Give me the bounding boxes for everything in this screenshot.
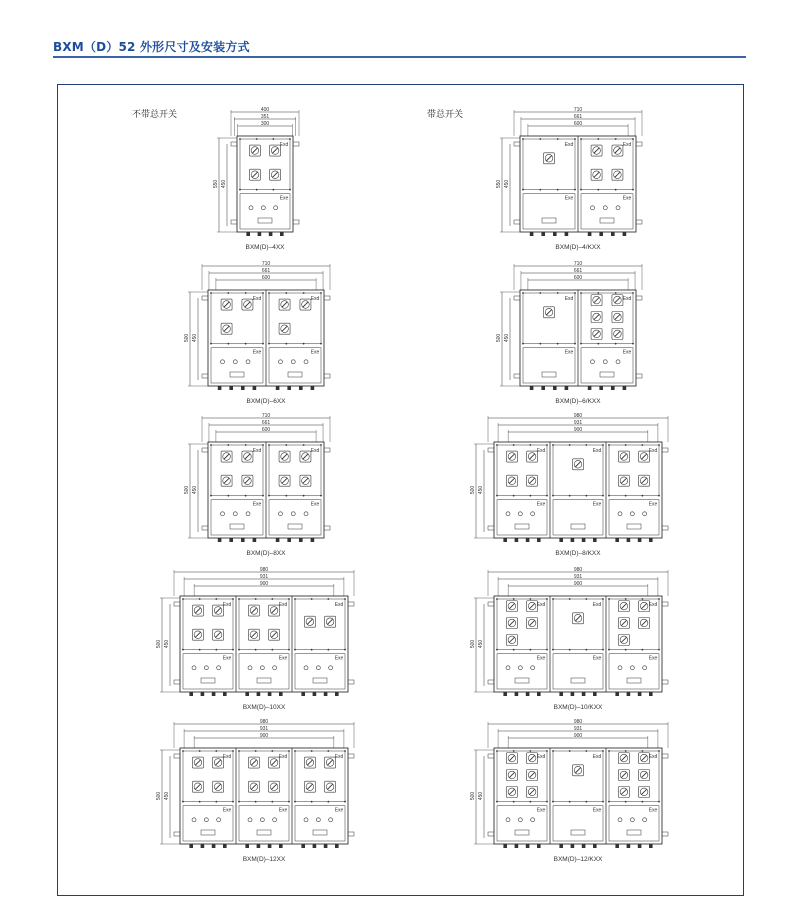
width-dimension-2 [508, 733, 648, 748]
cable-gland-icon [279, 844, 283, 848]
column-label-without-main-switch: 不带总开关 [132, 110, 178, 120]
cable-gland-icon [253, 538, 257, 542]
exd-marking: Exd [334, 754, 344, 760]
drawing-caption: BXM(D)–10XX [242, 704, 286, 711]
height-outer-label: 550 [213, 179, 219, 189]
cable-gland-icon [559, 844, 563, 848]
width-dimension-label: 980 [259, 718, 269, 725]
cable-gland-icon [287, 386, 291, 390]
exe-marking: Exe [564, 195, 574, 202]
cable-gland-icon [588, 386, 592, 390]
exd-marking: Exd [622, 142, 632, 148]
cable-gland-icon [311, 386, 315, 390]
exd-marking: Exd [648, 754, 658, 760]
cable-gland-icon [503, 844, 507, 848]
width-dimension-label: 931 [573, 725, 583, 732]
cable-gland-icon [229, 386, 233, 390]
height-outer-label: 500 [470, 485, 476, 495]
cable-gland-icon [311, 538, 315, 542]
exd-marking: Exd [252, 448, 262, 454]
width-dimension-label: 980 [259, 566, 269, 573]
exd-marking: Exd [310, 296, 320, 302]
cable-gland-icon [588, 232, 592, 236]
width-dimension-2 [194, 581, 334, 596]
cable-gland-icon [627, 538, 631, 542]
height-outer-label: 550 [496, 179, 502, 189]
cable-gland-icon [258, 232, 262, 236]
exd-marking: Exd [622, 296, 632, 302]
cable-gland-icon [313, 844, 317, 848]
width-dimension-label: 900 [259, 732, 269, 739]
width-dimension-2 [216, 275, 316, 290]
cable-gland-icon [515, 844, 519, 848]
cable-gland-icon [324, 692, 328, 696]
height-inner-label: 450 [478, 639, 484, 649]
cable-gland-icon [615, 692, 619, 696]
enclosure-outline [180, 748, 348, 844]
cable-gland-icon [611, 386, 615, 390]
cable-gland-icon [571, 844, 575, 848]
exe-marking: Exe [536, 501, 546, 508]
exd-marking: Exd [222, 602, 232, 608]
cable-gland-icon [611, 232, 615, 236]
cable-gland-icon [593, 692, 597, 696]
cable-gland-icon [530, 232, 534, 236]
exe-marking: Exe [278, 807, 288, 814]
height-outer-label: 500 [470, 791, 476, 801]
cable-gland-icon [599, 386, 603, 390]
cable-gland-icon [526, 844, 530, 848]
cable-gland-icon [526, 538, 530, 542]
drawing-caption: BXM(D)–8/KXX [555, 550, 601, 557]
width-dimension-label: 600 [261, 426, 271, 433]
exd-marking: Exd [592, 602, 602, 608]
cable-gland-icon [269, 232, 273, 236]
cable-gland-icon [599, 232, 603, 236]
cable-gland-icon [571, 538, 575, 542]
width-dimension-label: 351 [260, 113, 270, 120]
exe-marking: Exe [648, 501, 658, 508]
exe-marking: Exe [252, 349, 262, 356]
cable-gland-icon [245, 844, 249, 848]
cable-gland-icon [503, 538, 507, 542]
enclosure-outline [237, 136, 293, 232]
cable-gland-icon [313, 692, 317, 696]
exe-marking: Exe [536, 807, 546, 814]
exe-marking: Exe [536, 655, 546, 662]
drawing-caption: BXM(D)–6/KXX [555, 398, 601, 405]
width-dimension-label: 710 [573, 106, 583, 113]
cable-gland-icon [537, 692, 541, 696]
width-dimension-label: 980 [573, 718, 583, 725]
exd-marking: Exd [252, 296, 262, 302]
height-inner-label: 450 [478, 791, 484, 801]
width-dimension-label: 931 [259, 725, 269, 732]
height-outer-label: 500 [470, 639, 476, 649]
cable-gland-icon [301, 844, 305, 848]
cable-gland-icon [276, 538, 280, 542]
exd-marking: Exd [536, 754, 546, 760]
cable-gland-icon [253, 386, 257, 390]
exe-marking: Exe [222, 655, 232, 662]
width-dimension-label: 661 [573, 113, 583, 120]
cable-gland-icon [241, 538, 245, 542]
cable-gland-icon [638, 538, 642, 542]
drawing-caption: BXM(D)–12XX [242, 856, 286, 863]
exd-marking: Exd [278, 602, 288, 608]
cable-gland-icon [245, 692, 249, 696]
cable-gland-icon [189, 844, 193, 848]
width-dimension-label: 931 [573, 419, 583, 426]
cable-gland-icon [615, 844, 619, 848]
cable-gland-icon [627, 692, 631, 696]
height-inner-label: 450 [164, 791, 170, 801]
cable-gland-icon [559, 538, 563, 542]
cable-gland-icon [593, 844, 597, 848]
height-outer-label: 500 [184, 485, 190, 495]
height-inner-label: 450 [192, 485, 198, 495]
width-dimension-label: 710 [573, 260, 583, 267]
cable-gland-icon [212, 844, 216, 848]
width-dimension-label: 300 [260, 120, 270, 127]
exe-marking: Exe [622, 349, 632, 356]
cable-gland-icon [537, 538, 541, 542]
exd-marking: Exd [278, 754, 288, 760]
width-dimension-label: 980 [573, 566, 583, 573]
cable-gland-icon [276, 386, 280, 390]
exe-marking: Exe [334, 807, 344, 814]
width-dimension-label: 710 [261, 260, 271, 267]
cable-gland-icon [241, 386, 245, 390]
cable-gland-icon [324, 844, 328, 848]
width-dimension-label: 600 [573, 274, 583, 281]
cable-gland-icon [638, 692, 642, 696]
cable-gland-icon [223, 692, 227, 696]
cable-gland-icon [571, 692, 575, 696]
cable-gland-icon [223, 844, 227, 848]
width-dimension-label: 900 [259, 580, 269, 587]
height-outer-label: 500 [156, 791, 162, 801]
cable-gland-icon [649, 844, 653, 848]
width-dimension-2 [194, 733, 334, 748]
column-label-with-main-switch: 带总开关 [427, 110, 464, 120]
width-dimension-label: 900 [573, 732, 583, 739]
exe-marking: Exe [279, 195, 289, 202]
height-dimensions [470, 598, 494, 692]
cable-gland-icon [565, 386, 569, 390]
cable-gland-icon [623, 232, 627, 236]
height-dimensions [184, 292, 208, 386]
cable-gland-icon [257, 692, 261, 696]
cable-gland-icon [627, 844, 631, 848]
exd-marking: Exd [536, 448, 546, 454]
exd-marking: Exd [648, 448, 658, 454]
width-dimension-label: 661 [261, 267, 271, 274]
width-dimension-label: 661 [261, 419, 271, 426]
exe-marking: Exe [648, 807, 658, 814]
exe-marking: Exe [592, 501, 602, 508]
width-dimension-2 [528, 275, 628, 290]
enclosure-outline [494, 596, 662, 692]
enclosure-outline [494, 748, 662, 844]
cable-gland-icon [301, 692, 305, 696]
cable-gland-icon [212, 692, 216, 696]
header-divider [53, 56, 746, 58]
height-dimensions [156, 750, 180, 844]
exd-marking: Exd [334, 602, 344, 608]
cable-gland-icon [299, 386, 303, 390]
height-outer-label: 500 [156, 639, 162, 649]
exe-marking: Exe [622, 195, 632, 202]
exd-marking: Exd [564, 142, 574, 148]
height-outer-label: 500 [496, 333, 502, 343]
height-dimensions [470, 750, 494, 844]
cable-gland-icon [582, 844, 586, 848]
cable-gland-icon [526, 692, 530, 696]
width-dimension-2 [528, 121, 628, 136]
height-inner-label: 450 [192, 333, 198, 343]
exe-marking: Exe [334, 655, 344, 662]
cable-gland-icon [218, 386, 222, 390]
height-dimensions [496, 138, 520, 232]
cable-gland-icon [201, 844, 205, 848]
cable-gland-icon [335, 692, 339, 696]
drawing-caption: BXM(D)–10/KXX [553, 704, 603, 711]
height-dimensions [156, 598, 180, 692]
cable-gland-icon [649, 692, 653, 696]
cable-gland-icon [582, 538, 586, 542]
cable-gland-icon [615, 538, 619, 542]
exe-marking: Exe [648, 655, 658, 662]
enclosure-outline [180, 596, 348, 692]
width-dimension-label: 600 [573, 120, 583, 127]
exe-marking: Exe [222, 807, 232, 814]
width-dimension-label: 900 [573, 580, 583, 587]
cable-gland-icon [553, 232, 557, 236]
exd-marking: Exd [222, 754, 232, 760]
cable-gland-icon [559, 692, 563, 696]
cable-gland-icon [287, 538, 291, 542]
drawing-caption: BXM(D)–6XX [246, 398, 286, 405]
cable-gland-icon [279, 692, 283, 696]
cable-gland-icon [530, 386, 534, 390]
width-dimension-label: 900 [573, 426, 583, 433]
height-inner-label: 450 [478, 485, 484, 495]
cable-gland-icon [280, 232, 284, 236]
width-dimension-label: 931 [259, 573, 269, 580]
cable-gland-icon [257, 844, 261, 848]
cable-gland-icon [541, 386, 545, 390]
cable-gland-icon [335, 844, 339, 848]
cable-gland-icon [649, 538, 653, 542]
cable-gland-icon [229, 538, 233, 542]
exd-marking: Exd [592, 754, 602, 760]
height-dimensions [213, 138, 237, 232]
height-inner-label: 450 [164, 639, 170, 649]
cable-gland-icon [593, 538, 597, 542]
height-inner-label: 450 [504, 333, 510, 343]
exe-marking: Exe [564, 349, 574, 356]
width-dimension-2 [238, 121, 293, 136]
exd-marking: Exd [536, 602, 546, 608]
width-dimension-label: 661 [573, 267, 583, 274]
exd-marking: Exd [592, 448, 602, 454]
cable-gland-icon [623, 386, 627, 390]
exe-marking: Exe [592, 807, 602, 814]
exe-marking: Exe [278, 655, 288, 662]
width-dimension-label: 600 [261, 274, 271, 281]
width-dimension-label: 980 [573, 412, 583, 419]
cable-gland-icon [268, 844, 272, 848]
height-inner-label: 450 [221, 179, 227, 189]
height-outer-label: 500 [184, 333, 190, 343]
cable-gland-icon [189, 692, 193, 696]
width-dimension-label: 931 [573, 573, 583, 580]
cable-gland-icon [565, 232, 569, 236]
cable-gland-icon [515, 692, 519, 696]
exe-marking: Exe [310, 501, 320, 508]
cable-gland-icon [268, 692, 272, 696]
exd-marking: Exd [279, 142, 289, 148]
width-dimension-label: 400 [260, 106, 270, 113]
cable-gland-icon [218, 538, 222, 542]
page-title: BXM（D）52 外形尺寸及安装方式 [53, 40, 250, 54]
exd-marking: Exd [564, 296, 574, 302]
cable-gland-icon [582, 692, 586, 696]
width-dimension-2 [216, 427, 316, 442]
width-dimension-label: 710 [261, 412, 271, 419]
enclosure-outline [494, 442, 662, 538]
exe-marking: Exe [310, 349, 320, 356]
cable-gland-icon [541, 232, 545, 236]
cable-gland-icon [553, 386, 557, 390]
exd-marking: Exd [648, 602, 658, 608]
cable-gland-icon [299, 538, 303, 542]
cable-gland-icon [503, 692, 507, 696]
exe-marking: Exe [592, 655, 602, 662]
cable-gland-icon [537, 844, 541, 848]
height-dimensions [184, 444, 208, 538]
cable-gland-icon [515, 538, 519, 542]
exe-marking: Exe [252, 501, 262, 508]
width-dimension-2 [508, 427, 648, 442]
drawing-caption: BXM(D)–4XX [245, 244, 285, 251]
height-dimensions [496, 292, 520, 386]
drawing-caption: BXM(D)–12/KXX [553, 856, 603, 863]
cable-gland-icon [201, 692, 205, 696]
height-dimensions [470, 444, 494, 538]
width-dimension-2 [508, 581, 648, 596]
cable-gland-icon [246, 232, 250, 236]
cable-gland-icon [638, 844, 642, 848]
drawing-caption: BXM(D)–4/KXX [555, 244, 601, 251]
exd-marking: Exd [310, 448, 320, 454]
drawing-caption: BXM(D)–8XX [246, 550, 286, 557]
height-inner-label: 450 [504, 179, 510, 189]
